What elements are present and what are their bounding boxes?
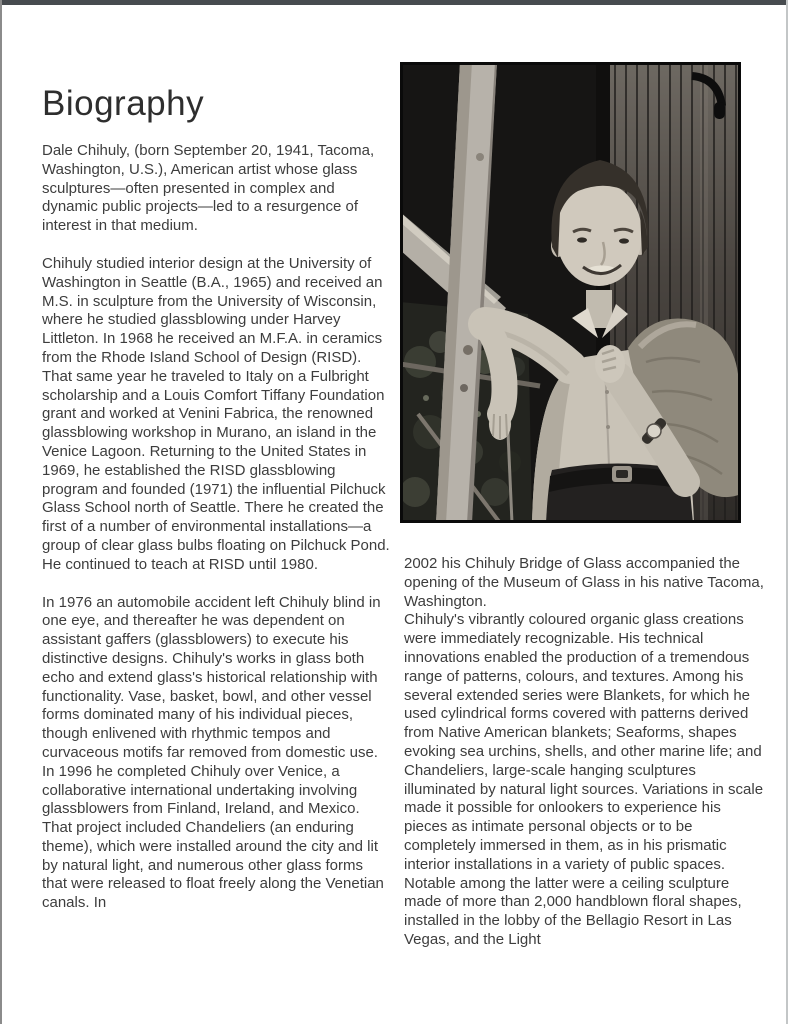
page-left-edge <box>0 0 2 1024</box>
paragraph-career: In 1976 an automobile accident left Chihuly blind in one eye, and thereafter he was dependent on assistant gaffers (glassblowers) to execute his distinctive designs. Chihuly's works in glass both echo and extend glass's historical relationship with functionality. Vase, basket, bowl, and other vessel forms dominated many of his individual pieces, though enlivened with rhythmic tempos and curvaceous motifs far removed from domestic use. In 1996 he completed Chihuly over Venice, a collaborative international undertaking involving glassblowers from Finland, Ireland, and Mexico. That project included Chandeliers (an enduring theme), which were installed around the city and lit by natural light, and numerous other glass forms that were released to float freely along the Venetian canals. In <box>42 593 384 912</box>
right-text-column <box>404 555 764 950</box>
paragraph-intro: Dale Chihuly, (born September 20, 1941, Tacoma, Washington, U.S.), American artist whose glass sculptures—often presented in complex and dynamic public projects—led to a resurgence of interest in that medium. <box>42 142 375 235</box>
portrait-photo <box>400 62 741 523</box>
page-top-border <box>0 0 788 5</box>
paragraph-education: Chihuly studied interior design at the University of Washington in Seattle (B.A., 1965) and received an M.S. in sculpture from the University of Wisconsin, where he studied glassblowing under Harvey Littleton. In 1968 he received an M.F.A. in ceramics from the Rhode Island School of Design (RISD). That same year he traveled to Italy on a Fulbright scholarship and a Louis Comfort Tiffany Foundation grant and worked at Venini Fabrica, the renowned glassblowing workshop in Murano, an island in the Venice Lagoon. Returning to the United States in 1969, he established the RISD glassblowing program and founded (1971) the influential Pilchuck Glass School north of Seattle. There he created the first of a number of environmental installations—a group of clear glass bulbs floating on Pilchuck Pond. He continued to teach at RISD until 1980. <box>42 254 390 573</box>
paragraph-bridge-of-glass: 2002 his Chihuly Bridge of Glass accompanied the opening of the Museum of Glass in his native Tacoma, Washington. <box>404 555 764 610</box>
left-text-column <box>42 142 392 932</box>
portrait-photo-graphic <box>400 62 741 523</box>
paragraph-series: Chihuly's vibrantly coloured organic glass creations were immediately recognizable. His technical innovations enabled the production of a tremendous range of patterns, colours, and textures. Among his several extended series were Blankets, for which he used cylindrical forms covered with patterns derived from Native American blankets; Seaforms, shapes evoking sea urchins, shells, and other marine life; and Chandeliers, large-scale hanging sculptures illuminated by natural light sources. Variations in scale made it possible for onlookers to experience his pieces as intimate personal objects or to be completely immersed in them, as in his prismatic interior installations in a variety of public spaces. Notable among the latter were a ceiling sculpture made of more than 2,000 handblown floral shapes, installed in the lobby of the Bellagio Resort in Las Vegas, and the Light <box>404 611 764 948</box>
page-title: Biography <box>42 84 205 123</box>
